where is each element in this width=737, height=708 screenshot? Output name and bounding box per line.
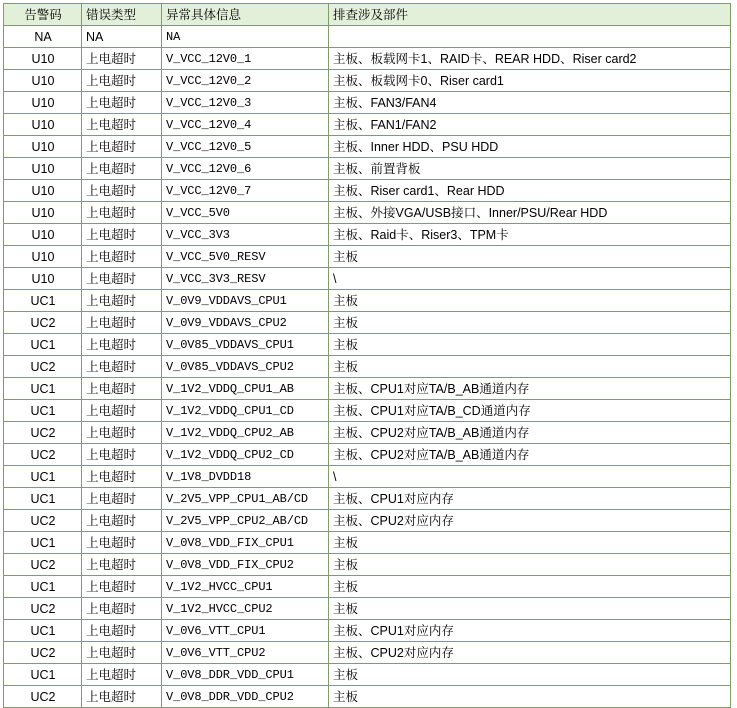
cell-error-type: 上电超时	[82, 246, 162, 268]
cell-error-type: 上电超时	[82, 620, 162, 642]
cell-error-type: 上电超时	[82, 268, 162, 290]
cell-alarm-code: UC2	[4, 554, 82, 576]
table-row	[4, 268, 731, 290]
cell-related-parts: 主板、Riser card1、Rear HDD	[329, 180, 731, 202]
cell-detail-info: V_VCC_12V0_5	[162, 136, 329, 158]
cell-detail-info: V_0V9_VDDAVS_CPU1	[162, 290, 329, 312]
table-row	[4, 400, 731, 422]
cell-detail-info: V_2V5_VPP_CPU1_AB/CD	[162, 488, 329, 510]
cell-error-type: 上电超时	[82, 48, 162, 70]
table-row	[4, 70, 731, 92]
cell-alarm-code: UC2	[4, 510, 82, 532]
cell-alarm-code: UC1	[4, 532, 82, 554]
cell-error-type: 上电超时	[82, 378, 162, 400]
cell-detail-info: V_VCC_3V3	[162, 224, 329, 246]
cell-detail-info: V_0V9_VDDAVS_CPU2	[162, 312, 329, 334]
cell-detail-info: V_VCC_12V0_4	[162, 114, 329, 136]
alarm-code-table	[3, 3, 731, 708]
cell-alarm-code: UC1	[4, 576, 82, 598]
table-row	[4, 26, 731, 48]
cell-error-type: 上电超时	[82, 180, 162, 202]
table-row	[4, 664, 731, 686]
table-row	[4, 202, 731, 224]
cell-alarm-code: UC2	[4, 356, 82, 378]
cell-error-type: 上电超时	[82, 642, 162, 664]
cell-error-type: 上电超时	[82, 598, 162, 620]
cell-alarm-code: UC2	[4, 444, 82, 466]
cell-related-parts: 主板、CPU2对应内存	[329, 510, 731, 532]
cell-related-parts: 主板、CPU1对应内存	[329, 488, 731, 510]
cell-detail-info: V_1V2_VDDQ_CPU2_AB	[162, 422, 329, 444]
cell-related-parts: 主板、板载网卡0、Riser card1	[329, 70, 731, 92]
cell-detail-info: V_1V2_HVCC_CPU1	[162, 576, 329, 598]
cell-related-parts: 主板	[329, 312, 731, 334]
cell-detail-info: V_VCC_5V0	[162, 202, 329, 224]
cell-alarm-code: U10	[4, 48, 82, 70]
cell-related-parts: 主板、FAN3/FAN4	[329, 92, 731, 114]
table-row	[4, 510, 731, 532]
cell-related-parts: 主板	[329, 246, 731, 268]
cell-alarm-code: U10	[4, 70, 82, 92]
table-row	[4, 686, 731, 708]
cell-alarm-code: U10	[4, 268, 82, 290]
cell-error-type: 上电超时	[82, 224, 162, 246]
cell-alarm-code: UC2	[4, 422, 82, 444]
cell-related-parts: 主板	[329, 334, 731, 356]
table-row	[4, 312, 731, 334]
cell-related-parts: 主板	[329, 576, 731, 598]
cell-error-type: 上电超时	[82, 356, 162, 378]
cell-detail-info: V_0V6_VTT_CPU1	[162, 620, 329, 642]
cell-detail-info: V_0V6_VTT_CPU2	[162, 642, 329, 664]
cell-related-parts: 主板、CPU1对应TA/B_AB通道内存	[329, 378, 731, 400]
table-row	[4, 334, 731, 356]
cell-related-parts: 主板、Raid卡、Riser3、TPM卡	[329, 224, 731, 246]
cell-error-type: 上电超时	[82, 158, 162, 180]
column-header-related-parts: 排查涉及部件	[329, 4, 731, 26]
cell-related-parts: 主板	[329, 532, 731, 554]
cell-error-type: 上电超时	[82, 92, 162, 114]
table-row	[4, 466, 731, 488]
cell-alarm-code: UC2	[4, 642, 82, 664]
cell-detail-info: V_VCC_12V0_7	[162, 180, 329, 202]
cell-alarm-code: U10	[4, 202, 82, 224]
cell-related-parts: 主板	[329, 598, 731, 620]
cell-alarm-code: UC1	[4, 488, 82, 510]
cell-alarm-code: UC1	[4, 400, 82, 422]
column-header-error-type: 错误类型	[82, 4, 162, 26]
table-row	[4, 356, 731, 378]
cell-error-type: 上电超时	[82, 444, 162, 466]
cell-error-type: 上电超时	[82, 664, 162, 686]
cell-detail-info: V_VCC_5V0_RESV	[162, 246, 329, 268]
table-row	[4, 246, 731, 268]
cell-alarm-code: UC1	[4, 466, 82, 488]
cell-alarm-code: U10	[4, 224, 82, 246]
cell-error-type: 上电超时	[82, 202, 162, 224]
table-row	[4, 136, 731, 158]
cell-detail-info: V_0V85_VDDAVS_CPU1	[162, 334, 329, 356]
cell-error-type: 上电超时	[82, 532, 162, 554]
table-row	[4, 224, 731, 246]
cell-detail-info: V_1V2_HVCC_CPU2	[162, 598, 329, 620]
cell-error-type: 上电超时	[82, 312, 162, 334]
cell-alarm-code: U10	[4, 246, 82, 268]
cell-related-parts: 主板、CPU1对应内存	[329, 620, 731, 642]
cell-related-parts: 主板、CPU2对应内存	[329, 642, 731, 664]
table-row	[4, 92, 731, 114]
table-row	[4, 598, 731, 620]
cell-related-parts: 主板	[329, 554, 731, 576]
table-row	[4, 290, 731, 312]
cell-detail-info: V_VCC_12V0_1	[162, 48, 329, 70]
column-header-detail-info: 异常具体信息	[162, 4, 329, 26]
cell-related-parts: 主板、CPU2对应TA/B_AB通道内存	[329, 444, 731, 466]
cell-error-type: 上电超时	[82, 686, 162, 708]
cell-alarm-code: U10	[4, 136, 82, 158]
cell-related-parts: 主板	[329, 664, 731, 686]
cell-alarm-code: UC2	[4, 312, 82, 334]
cell-alarm-code: UC1	[4, 334, 82, 356]
table-row	[4, 576, 731, 598]
cell-error-type: 上电超时	[82, 488, 162, 510]
cell-related-parts: 主板	[329, 290, 731, 312]
cell-alarm-code: UC1	[4, 378, 82, 400]
cell-detail-info: V_2V5_VPP_CPU2_AB/CD	[162, 510, 329, 532]
cell-related-parts: 主板、CPU1对应TA/B_CD通道内存	[329, 400, 731, 422]
cell-error-type: 上电超时	[82, 290, 162, 312]
table-row	[4, 180, 731, 202]
table-row	[4, 422, 731, 444]
table-header-row	[4, 4, 731, 26]
cell-error-type: 上电超时	[82, 70, 162, 92]
table-row	[4, 444, 731, 466]
table-row	[4, 554, 731, 576]
table-row	[4, 532, 731, 554]
cell-detail-info: V_0V8_VDD_FIX_CPU2	[162, 554, 329, 576]
table-row	[4, 114, 731, 136]
cell-related-parts: \	[329, 466, 731, 488]
table-body	[4, 26, 731, 708]
cell-error-type: 上电超时	[82, 422, 162, 444]
cell-alarm-code: NA	[4, 26, 82, 48]
cell-detail-info: V_1V2_VDDQ_CPU2_CD	[162, 444, 329, 466]
cell-error-type: 上电超时	[82, 466, 162, 488]
cell-alarm-code: UC2	[4, 686, 82, 708]
cell-detail-info: V_1V2_VDDQ_CPU1_CD	[162, 400, 329, 422]
table-row	[4, 620, 731, 642]
cell-detail-info: V_VCC_12V0_2	[162, 70, 329, 92]
cell-error-type: 上电超时	[82, 576, 162, 598]
cell-detail-info: V_0V8_DDR_VDD_CPU1	[162, 664, 329, 686]
cell-alarm-code: UC2	[4, 598, 82, 620]
cell-error-type: 上电超时	[82, 510, 162, 532]
cell-detail-info: V_1V2_VDDQ_CPU1_AB	[162, 378, 329, 400]
cell-detail-info: V_0V8_VDD_FIX_CPU1	[162, 532, 329, 554]
cell-related-parts: 主板、前置背板	[329, 158, 731, 180]
cell-error-type: NA	[82, 26, 162, 48]
cell-detail-info: V_1V8_DVDD18	[162, 466, 329, 488]
table-row	[4, 158, 731, 180]
cell-detail-info: V_VCC_12V0_6	[162, 158, 329, 180]
table-row	[4, 378, 731, 400]
cell-related-parts: \	[329, 268, 731, 290]
cell-related-parts: 主板、Inner HDD、PSU HDD	[329, 136, 731, 158]
cell-alarm-code: UC1	[4, 620, 82, 642]
cell-alarm-code: U10	[4, 114, 82, 136]
cell-error-type: 上电超时	[82, 400, 162, 422]
cell-alarm-code: U10	[4, 92, 82, 114]
cell-alarm-code: U10	[4, 158, 82, 180]
cell-related-parts: 主板、FAN1/FAN2	[329, 114, 731, 136]
cell-alarm-code: UC1	[4, 290, 82, 312]
cell-alarm-code: U10	[4, 180, 82, 202]
cell-related-parts	[329, 26, 731, 48]
cell-error-type: 上电超时	[82, 114, 162, 136]
cell-error-type: 上电超时	[82, 554, 162, 576]
cell-related-parts: 主板	[329, 686, 731, 708]
column-header-alarm-code: 告警码	[4, 4, 82, 26]
cell-related-parts: 主板、CPU2对应TA/B_AB通道内存	[329, 422, 731, 444]
cell-error-type: 上电超时	[82, 334, 162, 356]
table-row	[4, 48, 731, 70]
cell-detail-info: V_0V8_DDR_VDD_CPU2	[162, 686, 329, 708]
cell-detail-info: V_0V85_VDDAVS_CPU2	[162, 356, 329, 378]
cell-detail-info: V_VCC_12V0_3	[162, 92, 329, 114]
cell-error-type: 上电超时	[82, 136, 162, 158]
cell-related-parts: 主板、板载网卡1、RAID卡、REAR HDD、Riser card2	[329, 48, 731, 70]
cell-detail-info: NA	[162, 26, 329, 48]
cell-related-parts: 主板、外接VGA/USB接口、Inner/PSU/Rear HDD	[329, 202, 731, 224]
cell-related-parts: 主板	[329, 356, 731, 378]
cell-detail-info: V_VCC_3V3_RESV	[162, 268, 329, 290]
table-row	[4, 488, 731, 510]
cell-alarm-code: UC1	[4, 664, 82, 686]
